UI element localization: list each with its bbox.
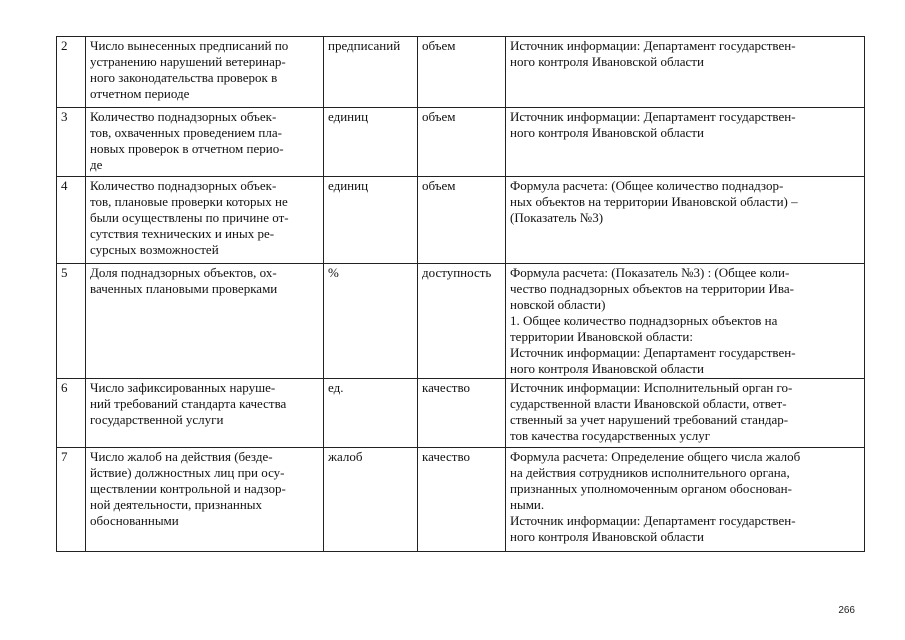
unit-cell: единиц (324, 108, 418, 177)
indicator-name-cell-line: ществлении контрольной и надзор- (90, 481, 286, 496)
source-cell-line: признанных уполномоченным органом обоснован- (510, 481, 792, 496)
source-cell (506, 264, 865, 379)
indicator-name-cell-line: Количество поднадзорных объек- (90, 178, 277, 193)
unit-cell: ед. (324, 379, 418, 448)
row-number-cell: 6 (57, 379, 86, 448)
table-row (57, 37, 865, 108)
source-cell-line: Формула расчета: Определение общего числа жалоб (510, 449, 801, 464)
indicator-type-cell: качество (418, 448, 506, 552)
indicator-name-cell-line: тов, плановые проверки которых не (90, 194, 288, 209)
indicators-table-body (57, 37, 865, 552)
indicator-type-cell: объем (418, 177, 506, 264)
source-cell (506, 37, 865, 108)
source-cell-line: Источник информации: Департамент государствен- (510, 345, 796, 360)
source-cell-line: Формула расчета: (Показатель №3) : (Общее коли- (510, 265, 790, 280)
source-cell (506, 108, 865, 177)
source-cell-line: ного контроля Ивановской области (510, 125, 704, 140)
indicator-name-cell-line: ного законодательства проверок в (90, 70, 278, 85)
source-cell-line: на действия сотрудников исполнительного органа, (510, 465, 790, 480)
indicator-name-cell-line: Число вынесенных предписаний по (90, 38, 289, 53)
indicator-name-cell (86, 379, 324, 448)
source-cell (506, 448, 865, 552)
indicator-name-cell (86, 264, 324, 379)
indicator-name-cell-line: новых проверок в отчетном перио- (90, 141, 284, 156)
indicator-name-cell-line: государственной услуги (90, 412, 224, 427)
source-cell-line: Источник информации: Департамент государствен- (510, 38, 796, 53)
source-cell (506, 177, 865, 264)
source-cell-line: ными. (510, 497, 545, 512)
indicator-name-cell (86, 177, 324, 264)
table-row (57, 448, 865, 552)
source-cell-line: новской области) (510, 297, 606, 312)
unit-cell: жалоб (324, 448, 418, 552)
indicator-type-cell: объем (418, 108, 506, 177)
row-number-cell: 7 (57, 448, 86, 552)
table-row (57, 379, 865, 448)
unit-cell: предписаний (324, 37, 418, 108)
unit-cell: % (324, 264, 418, 379)
indicator-type-cell: качество (418, 379, 506, 448)
indicator-name-cell-line: Число жалоб на действия (безде- (90, 449, 273, 464)
indicator-name-cell (86, 108, 324, 177)
source-cell-line: ственный за учет нарушений требований стандар- (510, 412, 789, 427)
source-cell-line: (Показатель №3) (510, 210, 604, 225)
indicator-name-cell-line: отчетном периоде (90, 86, 190, 101)
indicator-name-cell (86, 448, 324, 552)
row-number-cell: 4 (57, 177, 86, 264)
indicator-type-cell: доступность (418, 264, 506, 379)
indicator-name-cell-line: были осуществлены по причине от- (90, 210, 289, 225)
unit-cell: единиц (324, 177, 418, 264)
indicator-name-cell-line: Число зафиксированных наруше- (90, 380, 276, 395)
source-cell-line: сударственной власти Ивановской области, ответ- (510, 396, 787, 411)
source-cell-line: ного контроля Ивановской области (510, 54, 704, 69)
table-row (57, 177, 865, 264)
source-cell-line: тов качества государственных услуг (510, 428, 711, 443)
indicator-name-cell (86, 37, 324, 108)
indicator-name-cell-line: йствие) должностных лиц при осу- (90, 465, 285, 480)
source-cell-line: территории Ивановской области: (510, 329, 693, 344)
row-number-cell: 2 (57, 37, 86, 108)
source-cell-line: ного контроля Ивановской области (510, 361, 704, 376)
indicator-name-cell-line: ний требований стандарта качества (90, 396, 287, 411)
indicator-name-cell-line: обоснованными (90, 513, 179, 528)
source-cell-line: чество поднадзорных объектов на территории Ива- (510, 281, 794, 296)
indicator-name-cell-line: сутствия технических и иных ре- (90, 226, 275, 241)
source-cell-line: Источник информации: Исполнительный орган го- (510, 380, 793, 395)
source-cell-line: Источник информации: Департамент государствен- (510, 513, 796, 528)
indicator-name-cell-line: Доля поднадзорных объектов, ох- (90, 265, 277, 280)
source-cell-line: Источник информации: Департамент государствен- (510, 109, 796, 124)
indicator-name-cell-line: тов, охваченных проведением пла- (90, 125, 282, 140)
source-cell-line: ного контроля Ивановской области (510, 529, 704, 544)
indicator-type-cell: объем (418, 37, 506, 108)
indicator-name-cell-line: Количество поднадзорных объек- (90, 109, 277, 124)
table-row (57, 264, 865, 379)
source-cell (506, 379, 865, 448)
indicator-name-cell-line: де (90, 157, 103, 172)
source-cell-line: ных объектов на территории Ивановской области) – (510, 194, 798, 209)
indicator-name-cell-line: ной деятельности, признанных (90, 497, 263, 512)
indicator-name-cell-line: устранению нарушений ветеринар- (90, 54, 286, 69)
row-number-cell: 5 (57, 264, 86, 379)
page-number: 266 (838, 605, 855, 616)
indicator-name-cell-line: ваченных плановыми проверками (90, 281, 278, 296)
indicators-table (56, 36, 865, 552)
source-cell-line: 1. Общее количество поднадзорных объектов на (510, 313, 778, 328)
row-number-cell: 3 (57, 108, 86, 177)
table-row (57, 108, 865, 177)
source-cell-line: Формула расчета: (Общее количество поднадзор- (510, 178, 784, 193)
indicator-name-cell-line: сурсных возможностей (90, 242, 219, 257)
